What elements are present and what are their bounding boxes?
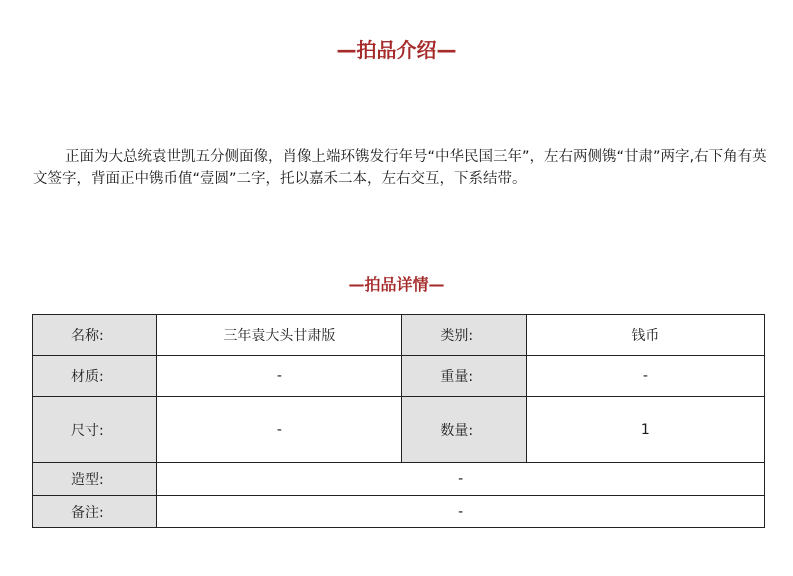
- name-label: 名称:: [33, 315, 157, 356]
- intro-paragraph: 正面为大总统袁世凯五分侧面像，肖像上端环镌发行年号“中华民国三年”，左右两侧镌“甘肃”两字,右下角有英文签字，背面正中镌币值“壹圆”二字，托以嘉禾二本，左右交互，下系结带。: [33, 149, 767, 187]
- remarks-value: -: [157, 496, 765, 528]
- category-value: 钱币: [526, 315, 764, 356]
- name-value: 三年袁大头甘肃版: [157, 315, 402, 356]
- table-row: [33, 315, 765, 356]
- shape-value: -: [157, 463, 765, 496]
- quantity-value: 1: [526, 397, 764, 463]
- material-value: -: [157, 356, 402, 397]
- quantity-label: 数量:: [402, 397, 526, 463]
- material-label: 材质:: [33, 356, 157, 397]
- weight-label: 重量:: [402, 356, 526, 397]
- shape-label: 造型:: [33, 463, 157, 496]
- details-table: [32, 314, 765, 528]
- table-row: [33, 397, 765, 463]
- size-label: 尺寸:: [33, 397, 157, 463]
- size-value: -: [157, 397, 402, 463]
- remarks-label: 备注:: [33, 496, 157, 528]
- table-row: [33, 356, 765, 397]
- table-row: [33, 463, 765, 496]
- table-row: [33, 496, 765, 528]
- weight-value: -: [526, 356, 764, 397]
- details-title: —拍品详情—: [348, 275, 445, 294]
- intro-title: —拍品介绍—: [336, 38, 457, 62]
- category-label: 类别:: [402, 315, 526, 356]
